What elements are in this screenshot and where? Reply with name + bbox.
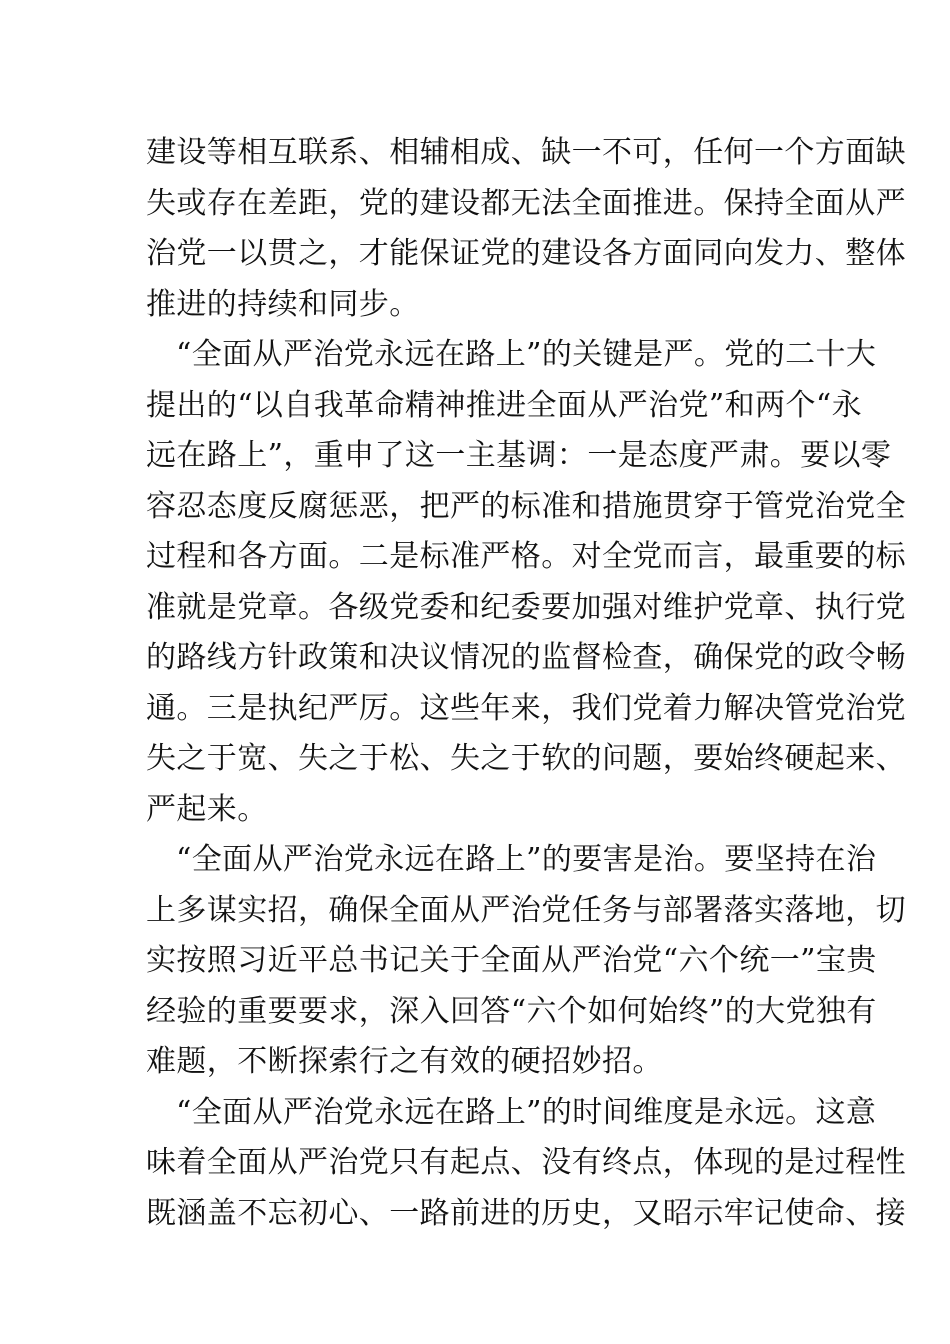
text-line: 的路线方针政策和决议情况的监督检查，确保党的政令畅 xyxy=(146,640,906,675)
paragraph-start-line: “全面从严治党永远在路上”的关键是严。党的二十大 xyxy=(176,337,877,372)
text-line: 既涵盖不忘初心、一路前进的历史，又昭示牢记使命、接 xyxy=(146,1195,906,1231)
text-line: 难题，不断探索行之有效的硬招妙招。 xyxy=(146,1044,663,1079)
text-line: 实按照习近平总书记关于全面从严治党“六个统一”宝贵 xyxy=(146,943,877,978)
text-line: 通。三是执纪严厉。这些年来，我们党着力解决管党治党 xyxy=(146,690,906,726)
body-text xyxy=(146,128,906,1239)
text-line: 失之于宽、失之于松、失之于软的问题，要始终硬起来、 xyxy=(146,741,906,776)
text-line: 失或存在差距，党的建设都无法全面推进。保持全面从严 xyxy=(146,185,906,221)
text-line: 提出的“以自我革命精神推进全面从严治党”和两个“永 xyxy=(146,387,863,423)
text-line: 上多谋实招，确保全面从严治党任务与部署落实落地，切 xyxy=(146,892,906,928)
paragraph-start-line: “全面从严治党永远在路上”的时间维度是永远。这意 xyxy=(176,1094,877,1130)
text-line: 严起来。 xyxy=(146,791,268,827)
text-line: 味着全面从严治党只有起点、没有终点，体现的是过程性 xyxy=(146,1145,906,1180)
text-line: 远在路上”，重申了这一主基调：一是态度严肃。要以零 xyxy=(146,438,892,473)
text-line: 推进的持续和同步。 xyxy=(146,286,420,322)
text-line: 准就是党章。各级党委和纪委要加强对维护党章、执行党 xyxy=(146,589,906,625)
paragraph-start-line: “全面从严治党永远在路上”的要害是治。要坚持在治 xyxy=(176,842,877,877)
text-line: 容忍态度反腐惩恶，把严的标准和措施贯穿于管党治党全 xyxy=(146,488,906,524)
text-line: 建设等相互联系、相辅相成、缺一不可，任何一个方面缺 xyxy=(146,135,906,170)
text-line: 经验的重要要求，深入回答“六个如何始终”的大党独有 xyxy=(146,993,877,1029)
text-line: 治党一以贯之，才能保证党的建设各方面同向发力、整体 xyxy=(146,236,906,271)
text-line: 过程和各方面。二是标准严格。对全党而言，最重要的标 xyxy=(146,539,906,574)
